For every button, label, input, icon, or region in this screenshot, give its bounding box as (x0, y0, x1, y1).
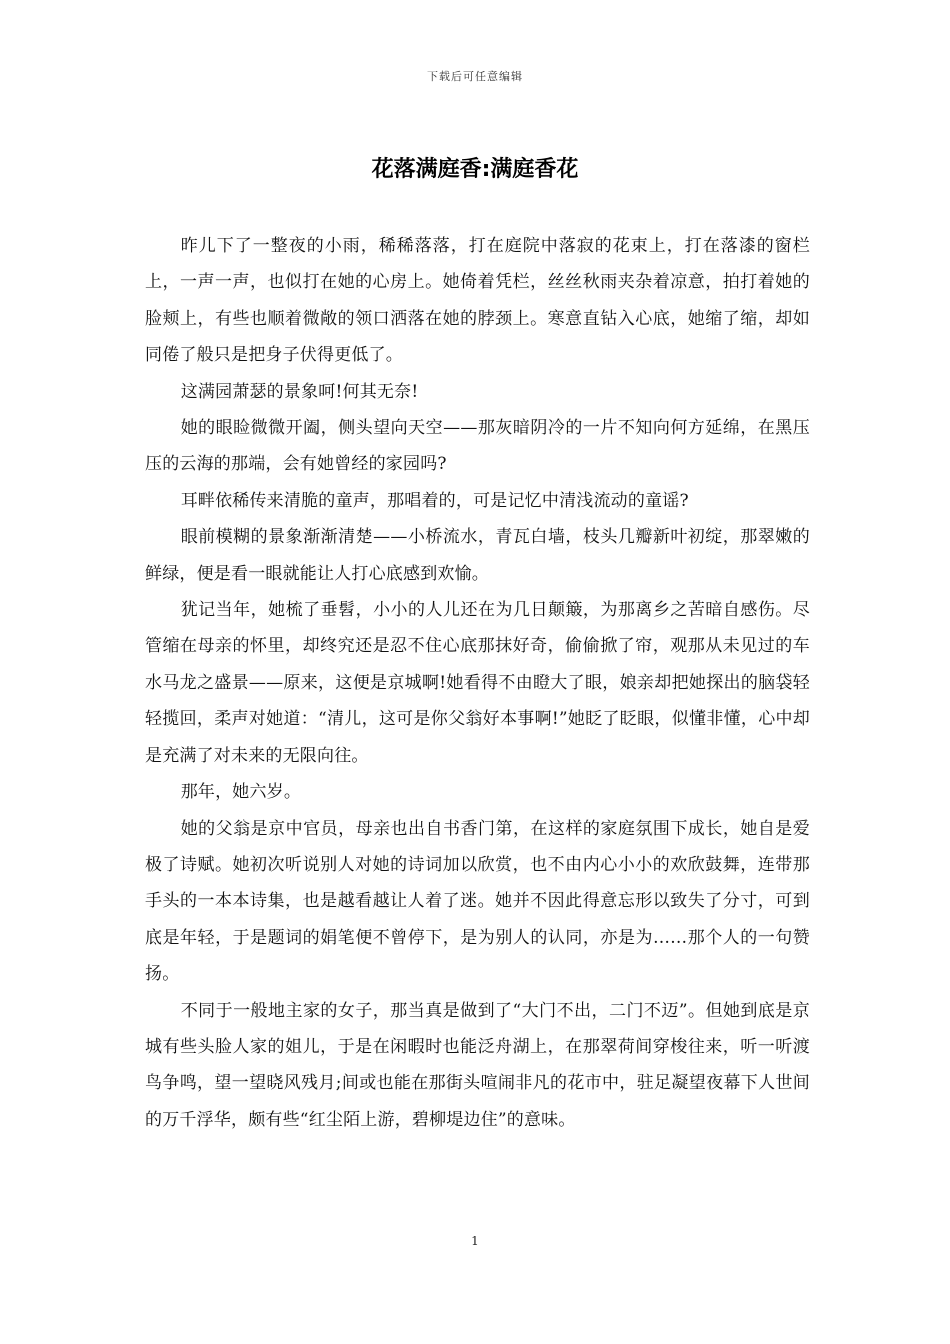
document-body (145, 228, 810, 1138)
header-note: 下载后可任意编辑 (427, 70, 523, 83)
paragraph: 犹记当年，她梳了垂髫，小小的人儿还在为几日颠簸，为那离乡之苦暗自感伤。尽管缩在母亲的怀里，却终究还是忍不住心底那抹好奇，偷偷掀了帘，观那从未见过的车水马龙之盛景——原来，这便是京城啊!她看得不由瞪大了眼，娘亲却把她探出的脑袋轻轻揽回，柔声对她道：“清儿，这可是你父翁好本事啊!”她眨了眨眼，似懂非懂，心中却是充满了对未来的无限向往。 (145, 600, 810, 766)
paragraph: 眼前模糊的景象渐渐清楚——小桥流水，青瓦白墙，枝头几瓣新叶初绽，那翠嫩的鲜绿，便是看一眼就能让人打心底感到欢愉。 (145, 527, 810, 584)
paragraph: 耳畔依稀传来清脆的童声，那唱着的，可是记忆中清浅流动的童谣? (180, 490, 689, 511)
paragraph: 这满园萧瑟的景象呵!何其无奈! (180, 381, 419, 402)
page-number: 1 (471, 1234, 479, 1248)
paragraph: 昨儿下了一整夜的小雨，稀稀落落，打在庭院中落寂的花束上，打在落漆的窗栏上，一声一声，也似打在她的心房上。她倚着凭栏，丝丝秋雨夹杂着凉意，拍打着她的脸颊上，有些也顺着微敞的领口洒落在她的脖颈上。寒意直钻入心底，她缩了缩，却如同倦了般只是把身子伏得更低了。 (145, 236, 810, 366)
paragraph: 那年，她六岁。 (180, 782, 302, 803)
paragraph: 不同于一般地主家的女子，那当真是做到了“大门不出，二门不迈”。但她到底是京城有些头脸人家的姐儿，于是在闲暇时也能泛舟湖上，在那翠荷间穿梭往来，听一听渡鸟争鸣，望一望晓风残月;间或也能在那街头喧闹非凡的花市中，驻足凝望夜幕下人世间的万千浮华，颇有些“红尘陌上游，碧柳堤边住”的意味。 (145, 1000, 810, 1130)
document-title: 花落满庭香:满庭香花 (371, 157, 579, 182)
paragraph: 她的眼睑微微开阖，侧头望向天空——那灰暗阴冷的一片不知向何方延绵，在黑压压的云海的那端，会有她曾经的家园吗? (145, 418, 810, 475)
paragraph: 她的父翁是京中官员，母亲也出自书香门第，在这样的家庭氛围下成长，她自是爱极了诗赋。她初次听说别人对她的诗词加以欣赏，也不由内心小小的欢欣鼓舞，连带那手头的一本本诗集，也是越看越让人着了迷。她并不因此得意忘形以致失了分寸，可到底是年轻，于是题词的娟笔便不曾停下，是为别人的认同，亦是为……那个人的一句赞扬。 (145, 818, 810, 985)
